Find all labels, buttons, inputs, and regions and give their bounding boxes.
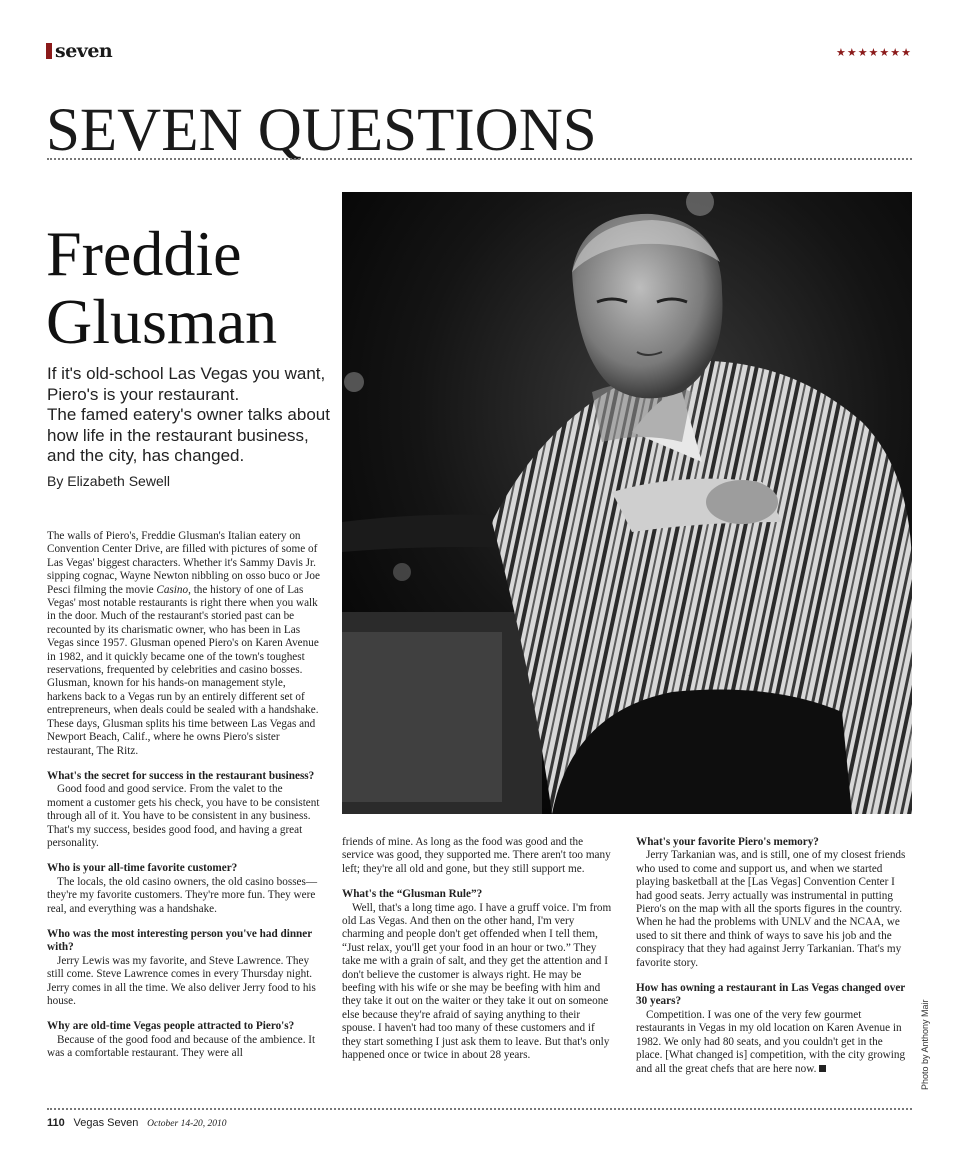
seven-stars-icon: ★★★★★★★ [835, 46, 912, 59]
end-of-story-icon [819, 1065, 826, 1072]
issue-date: October 14-20, 2010 [147, 1119, 227, 1129]
question: How has owning a restaurant in Las Vegas changed over 30 years? [636, 982, 906, 1008]
footer-divider [47, 1108, 912, 1110]
deck-line: Piero's is your restaurant. [47, 384, 240, 404]
article-intro: The walls of Piero's, Freddie Glusman's Italian eatery on Convention Center Drive, are filled with pictures of some of Las Vegas' biggest characters. Whether it's Sammy Davis Jr. sipping cognac, Wayne Newton nibbling on osso buco or Joe Pesci filming the movie Casino, the history of one of Las Vegas' most notable restaurants is right there when you walk in the door. Much of the restaurant's storied past can be recounted by its charismatic owner, who has been in Las Vegas since 1957. Glusman opened Piero's on Karen Avenue in 1982, and it quickly became one of the town's toughest reservations, frequented by celebrities and casino bosses. Glusman, known for his hands-on management style, harkens back to a Vegas run by an entirely different set of entrepreneurs, when deals could be sealed with a handshake. These days, Glusman splits his time between Las Vegas and Newport Beach, Calif., where he owns Piero's sister restaurant, The Ritz. [47, 530, 320, 757]
name-line-first: Freddie [46, 218, 242, 289]
byline: By Elizabeth Sewell [47, 473, 170, 489]
magazine-name: Vegas Seven [73, 1117, 139, 1129]
title-divider [47, 158, 912, 160]
question: Why are old-time Vegas people attracted to Piero's? [47, 1020, 295, 1033]
deck-line: If it's old-school Las Vegas you want, [47, 364, 326, 383]
question: What's the “Glusman Rule”? [342, 888, 483, 901]
page-number: 110 [47, 1117, 65, 1129]
answer: Well, that's a long time ago. I have a gruff voice. I'm from old Las Vegas. And then on the other hand, I'm very charming and people don't get offended when I tell them, “Just relax, you'll get your food in an hour or two.” They take me with a grain of salt, and they get the attention and I don't believe the customer is always right. He may be beefing with his wife or she may be beefing with him and they take it out on the waiter or they take it out on someone else because they're afraid of saying anything to their spouse. I haven't had too many of these customers and if they start something I just ask them to leave. But that's only happened once or twice in about 28 years. [342, 901, 612, 1062]
name-line-last: Glusman [46, 286, 278, 357]
answer: Because of the good food and because of the ambience. It was a comfortable restaurant. They were all [47, 1033, 316, 1060]
answer-continuation: friends of mine. As long as the food was good and the service was good, they supported me. There aren't too many left; they're all old and gone, but they still support me. [342, 836, 611, 875]
answer-final [636, 1009, 908, 1076]
question: What's your favorite Piero's memory? [636, 836, 819, 848]
deck-line: and the city, has changed. [47, 446, 245, 465]
section-title: SEVEN QUESTIONS [46, 97, 597, 164]
question: Who was the most interesting person you've had dinner with? [47, 927, 313, 954]
question: Who is your all-time favorite customer? [47, 862, 238, 875]
answer: Jerry Lewis was my favorite, and Steve Lawrence. They still come. Steve Lawrence comes in every Thursday night. Jerry comes in all the time. We also deliver Jerry food to his house. [47, 954, 316, 1007]
portrait-illustration [342, 192, 912, 814]
logo-bar-mark [46, 43, 52, 59]
answer: The locals, the old casino owners, the old casino bosses—they're my favorite customers. They're more fun. They were real, and everything was a handshake. [47, 875, 318, 915]
deck-line: how life in the restaurant business, [47, 425, 309, 445]
seven-logo [46, 40, 112, 62]
column-two [342, 836, 614, 1063]
page-footer [47, 1117, 227, 1129]
answer: Jerry Tarkanian was, and is still, one of my closest friends who used to come and support us, and when we started playing basketball at the [Las Vegas] Convention Center I had good seats. Jerry actually was instrumental in putting Piero's on the map with all the sports figures in the country. When he had the problems with UNLV and the NCAA, we used to sit there and think of ways to save his job and the conspiracy that they had against Jerry Tarkanian. That's my favorite story. [636, 849, 906, 969]
question: What's the secret for success in the restaurant business? [47, 769, 315, 782]
photo-credit-text: Photo by Anthony Mair [920, 999, 930, 1090]
deck-line: The famed eatery's owner talks about [47, 405, 330, 424]
column-three [636, 836, 908, 1076]
photo-credit [916, 998, 936, 1098]
logo-text: seven [55, 40, 113, 62]
subject-name [46, 220, 277, 356]
portrait-photo [342, 192, 912, 814]
column-one [47, 530, 321, 1061]
answer: Good food and good service. From the valet to the moment a customer gets his check, you have to be consistent through all of it. You have to be consistent in any business. That's my success, besides good food, and having a great personality. [47, 783, 320, 849]
article-deck [47, 364, 337, 467]
answer-final-text: Competition. I was one of the very few gourmet restaurants in Vegas in my old location on Karen Avenue in 1982. We only had 80 seats, and you couldn't get in the place. [What changed is] competition, with the city growing and all the great chefs that are here now. [636, 1008, 906, 1075]
